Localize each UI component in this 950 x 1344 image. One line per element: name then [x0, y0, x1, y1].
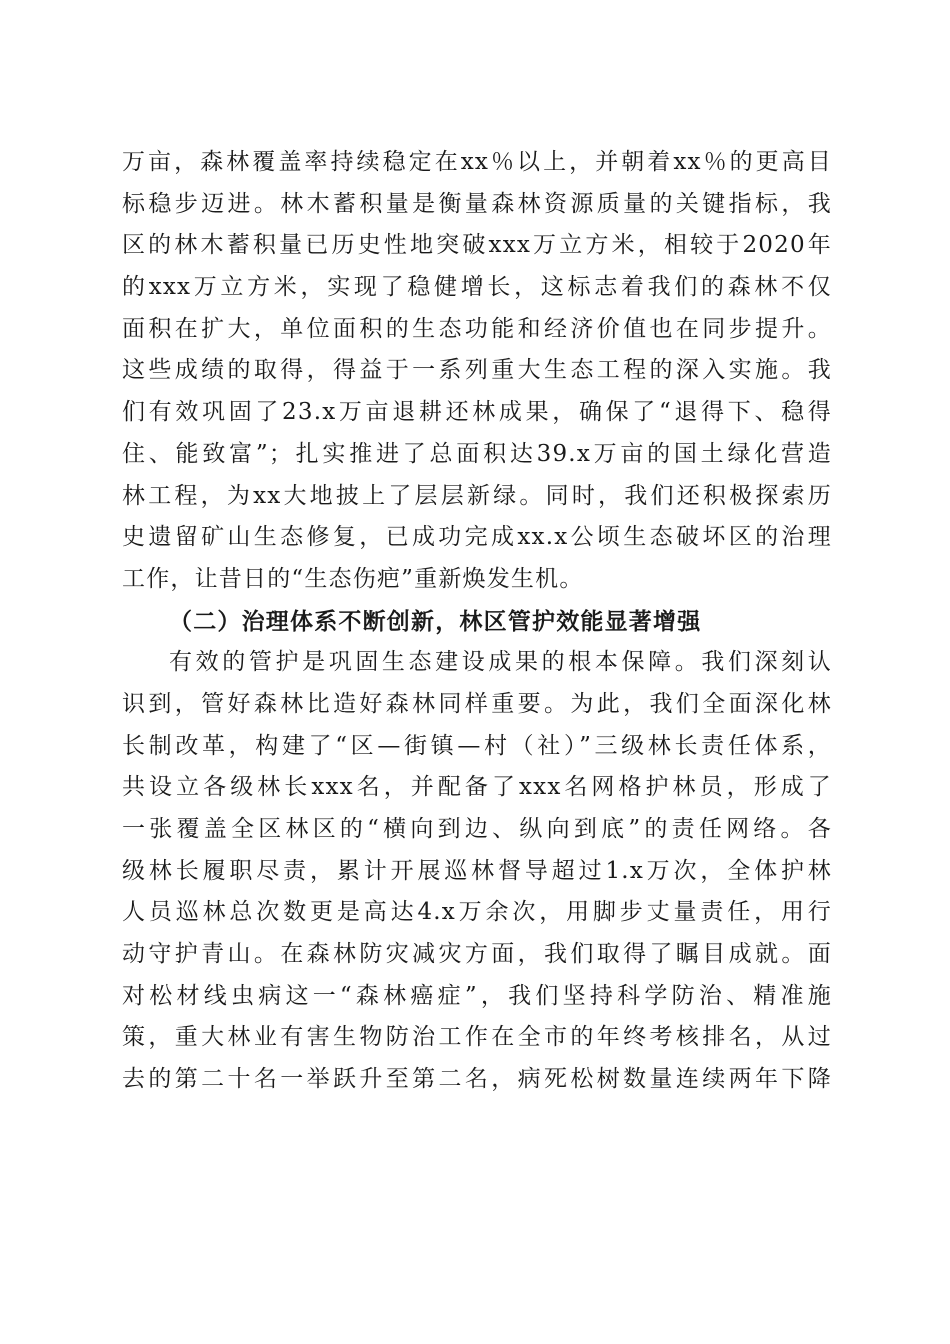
text-line: 住、能致富”；扎实推进了总面积达39.x万亩的国土绿化营造 [122, 440, 832, 467]
text-line: 区的林木蓄积量已历史性地突破xxx万立方米，相较于2020年 [122, 232, 832, 259]
text-line: 万亩，森林覆盖率持续稳定在xx％以上，并朝着xx％的更高目 [122, 149, 832, 175]
text-line: 共设立各级林长xxx名，并配备了xxx名网格护林员，形成了 [122, 774, 832, 801]
text-line: 标稳步迈进。林木蓄积量是衡量森林资源质量的关键指标，我 [122, 190, 832, 217]
text-line: 动守护青山。在森林防灾减灾方面，我们取得了瞩目成就。面 [122, 941, 832, 968]
paragraph-forest-achievements [122, 142, 832, 601]
text-line: 人员巡林总次数更是高达4.x万余次，用脚步丈量责任，用行 [122, 899, 832, 926]
text-line: 长制改革，构建了“区—街镇—村（社）”三级林长责任体系， [122, 732, 832, 759]
document-page [122, 142, 832, 1101]
paragraph-governance [122, 642, 832, 1101]
text-line: 识到，管好森林比造好森林同样重要。为此，我们全面深化林 [122, 690, 832, 717]
text-line: 的xxx万立方米，实现了稳健增长，这标志着我们的森林不仅 [122, 274, 832, 301]
text-line: 面积在扩大，单位面积的生态功能和经济价值也在同步提升。 [122, 315, 832, 342]
text-line: 去的第二十名一举跃升至第二名，病死松树数量连续两年下降 [122, 1066, 832, 1093]
text-line: 策，重大林业有害生物防治工作在全市的年终考核排名，从过 [122, 1024, 832, 1051]
text-line: 对松材线虫病这一“森林癌症”，我们坚持科学防治、精准施 [122, 982, 832, 1009]
text-line: 有效的管护是巩固生态建设成果的根本保障。我们深刻认 [169, 649, 832, 676]
text-line: 工作，让昔日的“生态伤疤”重新焕发生机。 [122, 565, 584, 592]
section-heading: （二）治理体系不断创新，林区管护效能显著增强 [169, 607, 702, 635]
text-line: 们有效巩固了23.x万亩退耕还林成果，确保了“退得下、稳得 [122, 399, 832, 426]
text-line: 级林长履职尽责，累计开展巡林督导超过1.x万次，全体护林 [122, 857, 832, 884]
text-line: 林工程，为xx大地披上了层层新绿。同时，我们还积极探索历 [122, 482, 832, 509]
text-line: 这些成绩的取得，得益于一系列重大生态工程的深入实施。我 [122, 357, 832, 384]
text-line: 一张覆盖全区林区的“横向到边、纵向到底”的责任网络。各 [122, 816, 832, 842]
text-line: 史遗留矿山生态修复，已成功完成xx.x公顷生态破坏区的治理 [122, 524, 832, 551]
